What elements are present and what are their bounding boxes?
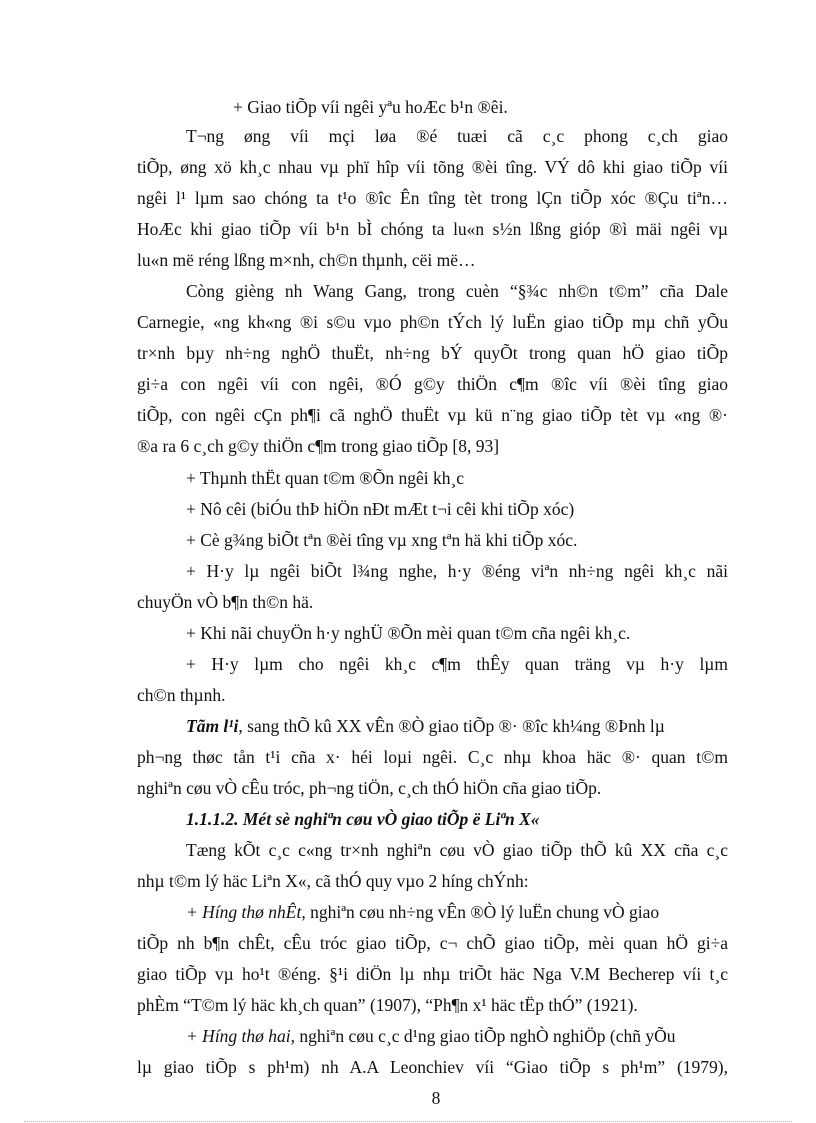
list-item: + Khi nãi chuyÖn h·y nghÜ ®Õn mèi quan t©m cña ngêi kh¸c. [186,623,631,643]
direction-two-text: nghiªn cøu c¸c d¹ng giao tiÕp nghÒ nghiÖp (chñ yÕu [295,1026,676,1046]
page-bottom-rule [24,1121,792,1122]
list-item [186,900,659,924]
list-item: + Cè g¾ng biÕt tªn ®èi tîng vµ xng tªn hä khi tiÕp xóc. [186,530,578,550]
list-item: + Thµnh thËt quan t©m ®Õn ngêi kh¸c [186,468,465,488]
text-line: tiÕp, con ngêi cÇn ph¶i cã nghÖ thuËt vµ kü n¨ng giao tiÕp tèt vµ «ng ®· [137,405,728,425]
text-line: HoÆc khi giao tiÕp víi b¹n bÌ chóng ta lu«n s½n lßng gióp ®ì mäi ngêi vµ [137,219,728,239]
direction-one-label: + Híng thø nhÊt, [186,902,306,922]
page-number: 8 [431,1088,441,1108]
text-line: ph¬ng thøc tån t¹i cña x· héi loµi ngêi. C¸c nhµ khoa häc ®· quan t©m [137,747,728,767]
text-line: chuyÖn vÒ b¶n th©n hä. [137,592,314,612]
text-line: nhµ t©m lý häc Liªn X«, cã thÓ quy vµo 2 híng chÝnh: [137,871,529,891]
list-item: + Nô cêi (biÓu thÞ hiÖn nÐt mÆt t¬i cêi khi tiÕp xóc) [186,499,575,519]
text-line: Tæng kÕt c¸c c«ng tr×nh nghiªn cøu vÒ giao tiÕp thÕ kû XX cña c¸c [186,840,728,860]
text-line: tiÕp nh b¶n chÊt, cÊu tróc giao tiÕp, c¬ chÕ giao tiÕp, mèi quan hÖ gi÷a [137,933,728,953]
text-line: ch©n thµnh. [137,685,226,705]
text-line: ®a ra 6 c¸ch g©y thiÖn c¶m trong giao tiÕp [8, 93] [137,436,500,456]
text-line: phÈm “T©m lý häc kh¸ch quan” (1907), “Ph¶n x¹ häc tËp thÓ” (1921). [137,995,638,1015]
list-item: + H·y lµm cho ngêi kh¸c c¶m thÊy quan träng vµ h·y lµm [186,654,728,674]
text-line: Carnegie, «ng kh«ng ®i s©u vµo ph©n tÝch lý luËn giao tiÕp mµ chñ yÕu [137,312,728,332]
text-line: tr×nh bµy nh÷ng nghÖ thuËt, nh÷ng bÝ quyÕt trong quan hÖ giao tiÕp [137,343,728,363]
direction-one-text: nghiªn cøu nh÷ng vÊn ®Ò lý luËn chung vÒ giao [305,902,660,922]
text-line: T¬ng øng víi mçi løa ®é tuæi cã c¸c phong c¸ch giao [186,126,728,146]
text-line: ngêi l¹ lµm sao chóng ta t¹o ®îc Ên tîng tèt trong lÇn tiÕp xóc ®Çu tiªn… [137,188,728,208]
direction-two-label: + Híng thø hai, [186,1026,296,1046]
summary-rest: , sang thÕ kû XX vÊn ®Ò giao tiÕp ®· ®îc kh¼ng ®Þnh lµ [238,716,665,736]
summary-lead: Tãm l¹i [186,716,239,736]
list-item: + H·y lµ ngêi biÕt l¾ng nghe, h·y ®éng viªn nh÷ng ngêi kh¸c nãi [186,561,728,581]
text-line: gi÷a con ngêi víi con ngêi, ®Ó g©y thiÖn c¶m ®îc víi ®èi tîng giao [137,374,728,394]
section-heading: 1.1.1.2. Mét sè nghiªn cøu vÒ giao tiÕp ë Liªn X« [186,809,540,829]
text-line: + Giao tiÕp víi ngêi yªu hoÆc b¹n ®êi. [233,97,508,117]
summary-line [186,714,728,738]
text-line: nghiªn cøu vÒ cÊu tróc, ph¬ng tiÖn, c¸ch thÓ hiÖn cña giao tiÕp. [137,778,602,798]
text-line: Còng gièng nh Wang Gang, trong cuèn “§¾c nh©n t©m” cña Dale [186,281,728,301]
text-line: giao tiÕp vµ ho¹t ®éng. §¹i diÖn lµ nhµ triÕt häc Nga V.M Becherep víi t¸c [137,964,728,984]
text-line: lu«n më réng lßng m×nh, ch©n thµnh, cëi më… [137,250,476,270]
list-item [186,1024,675,1048]
text-line: tiÕp, øng xö kh¸c nhau vµ phï hîp víi tõng ®èi tîng. VÝ dô khi giao tiÕp víi [137,157,728,177]
text-line: lµ giao tiÕp s ph¹m) nh A.A Leonchiev víi “Giao tiÕp s ph¹m” (1979), [137,1057,728,1077]
